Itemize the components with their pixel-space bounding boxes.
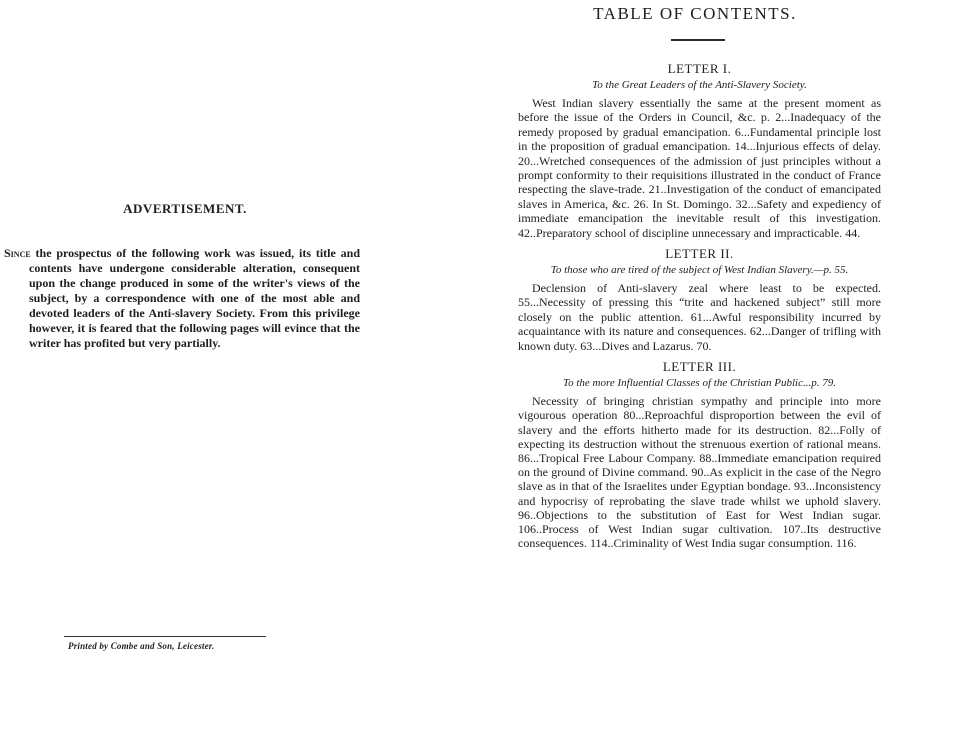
letter-section: [518, 245, 881, 353]
footer-divider: [64, 636, 266, 637]
drop-word: Since: [4, 246, 31, 260]
letter-summary: West Indian slavery essentially the same at the present moment as before the issue of the Orders in Council, &c. p. 2...Inadequacy of the remedy proposed by gradual emancipation. 6...Fundamental principle lost in the proposition of gradual emancipation. 14...Injurious effects of delay. 20...Wretched consequences of the admission of just principles without a prompt conformity to their requisitions illustrated in the conduct of France respecting the slave-trade. 21..Investigation of the conduct of emancipated slaves in America, &c. 26. In St. Domingo. 32...Safety and expediency of immediate emancipation the inevitable result of this investigation. 42..Preparatory school of discipline unnecessary and impracticable. 44.: [518, 96, 881, 240]
advertisement-paragraph: [4, 246, 360, 351]
letter-section: [518, 358, 881, 550]
letter-heading: LETTER I.: [667, 61, 732, 76]
letter-summary: Declension of Anti-slavery zeal where least to be expected. 55...Necessity of pressing this “trite and hackened subject” still more closely on the public attention. 61...Awful responsibility incurred by acquaintance with its nature and consequences. 62...Danger of trifling with known duty. 63...Dives and Lazarus. 70.: [518, 281, 881, 353]
letter-section: [518, 60, 881, 240]
title-divider: [671, 39, 725, 41]
toc-title: TABLE OF CONTENTS.: [593, 4, 797, 23]
letter-subtitle: To those who are tired of the subject of West Indian Slavery.—p. 55.: [550, 264, 849, 277]
letter-subtitle: To the Great Leaders of the Anti-Slavery Society.: [592, 79, 807, 91]
letter-heading: LETTER II.: [665, 246, 734, 262]
advertisement-heading: ADVERTISEMENT.: [123, 201, 247, 216]
letter-summary: Necessity of bringing christian sympathy and principle into more vigourous operation 80...Reproachful disproportion between the evil of slavery and the efforts hitherto made for its destruction. 82...Folly of expecting its destruction without the strenuous exertion of rational means. 86...Tropical Free Labour Company. 88..Immediate emancipation required on the ground of Divine command. 90..As explicit in the case of the Negro slave as in that of the Israelites under Egyptian bondage. 93...Inconsistency and hypocrisy of reprobating the slave trade whilst we uphold slavery. 96..Objections to the substitution of East for West Indian sugar. 106..Process of West Indian sugar cultivation. 107..Its destructive consequences. 114..Criminality of West India sugar consumption. 116.: [518, 394, 881, 551]
contents-list: [518, 60, 881, 552]
advertisement-body: [4, 246, 360, 351]
advertisement-text: the prospectus of the following work was issued, its title and contents have undergone considerable alteration, consequent upon the change produced in some of the writer's views of the subject, by a correspondence with one of the most able and devoted leaders of the Anti-slavery Society. From this privilege however, it is feared that the following pages will evince that the writer has profited but very partially.: [29, 246, 360, 350]
letter-heading: LETTER III.: [662, 359, 737, 375]
printer-imprint: Printed by Combe and Son, Leicester.: [68, 641, 215, 651]
right-page: [490, 0, 980, 729]
letter-subtitle: To the more Influential Classes of the Christian Public...p. 79.: [563, 377, 836, 390]
